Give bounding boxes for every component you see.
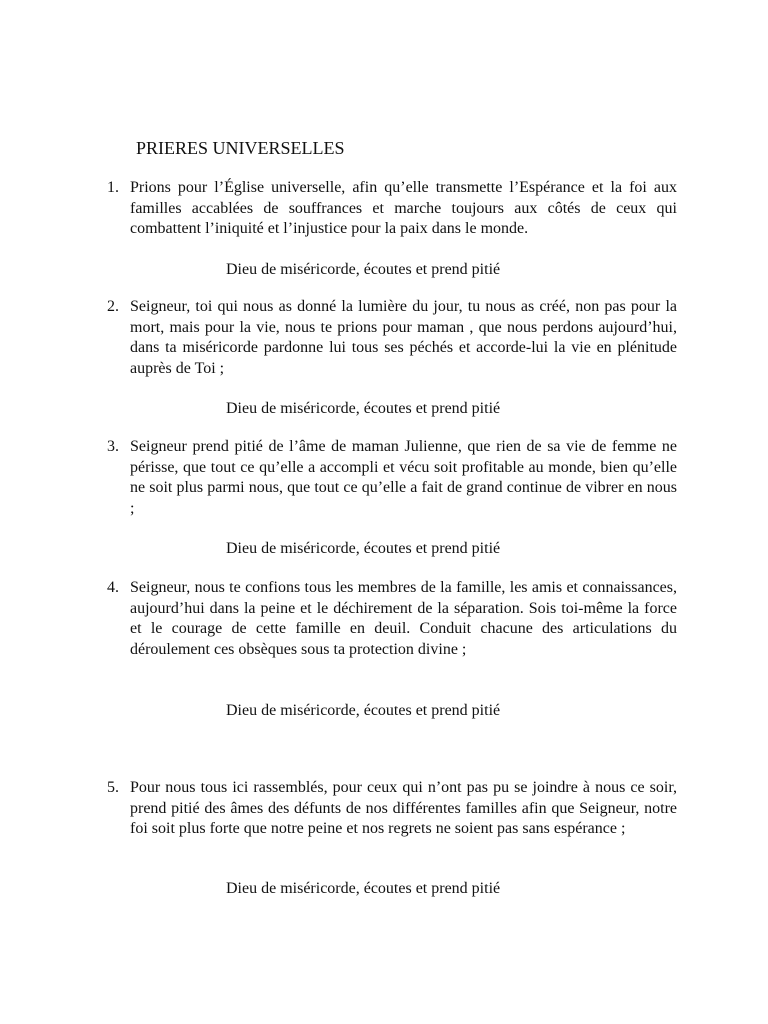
prayer-text: Seigneur, nous te confions tous les membres de la famille, les amis et connaissances, aujourd’hui dans la peine et le déchirement de la séparation. Sois toi-même la force et le courage de cette famille en deuil. Conduit chacune des articulations du déroulement ces obsèques sous ta protection divine ; — [130, 579, 677, 658]
prayer-response: Dieu de miséricorde, écoutes et prend pitié — [226, 400, 501, 417]
prayer-item — [107, 178, 677, 240]
prayer-response: Dieu de miséricorde, écoutes et prend pitié — [226, 540, 501, 557]
prayer-number: 1. — [107, 179, 119, 196]
prayer-text: Pour nous tous ici rassemblés, pour ceux qui n’ont pas pu se joindre à nous ce soir, prend pitié des âmes des défunts de nos différentes familles afin que Seigneur, notre foi soit plus forte que notre peine et nos regrets ne soient pas sans espérance ; — [130, 779, 677, 838]
prayer-item — [107, 778, 677, 840]
prayer-text: Prions pour l’Église universelle, afin qu’elle transmette l’Espérance et la foi aux familles accablées de souffrances et marche toujours aux côtés de ceux qui combattent l’iniquité et l’injustice pour la paix dans le monde. — [130, 179, 677, 238]
prayer-text: Seigneur prend pitié de l’âme de maman Julienne, que rien de sa vie de femme ne périsse, que tout ce qu’elle a accompli et vécu soit profitable au monde, bien qu’elle ne soit plus parmi nous, que tout ce qu’elle a fait de grand continue de vibrer en nous ; — [130, 438, 677, 517]
prayer-text: Seigneur, toi qui nous as donné la lumière du jour, tu nous as créé, non pas pour la mort, mais pour la vie, nous te prions pour maman , que nous perdons aujourd’hui, dans ta miséricorde pardonne lui tous ses péchés et accorde-lui la vie en plénitude auprès de Toi ; — [130, 298, 677, 377]
prayer-item — [107, 578, 677, 660]
prayer-response: Dieu de miséricorde, écoutes et prend pitié — [226, 261, 501, 278]
prayer-item — [107, 437, 677, 519]
prayer-number: 4. — [107, 579, 119, 596]
document-title: PRIERES UNIVERSELLES — [136, 138, 345, 158]
prayer-number: 3. — [107, 438, 119, 455]
prayer-response: Dieu de miséricorde, écoutes et prend pitié — [226, 880, 501, 897]
prayer-response: Dieu de miséricorde, écoutes et prend pitié — [226, 702, 501, 719]
prayer-item — [107, 297, 677, 379]
prayer-number: 5. — [107, 779, 119, 796]
prayer-number: 2. — [107, 298, 119, 315]
